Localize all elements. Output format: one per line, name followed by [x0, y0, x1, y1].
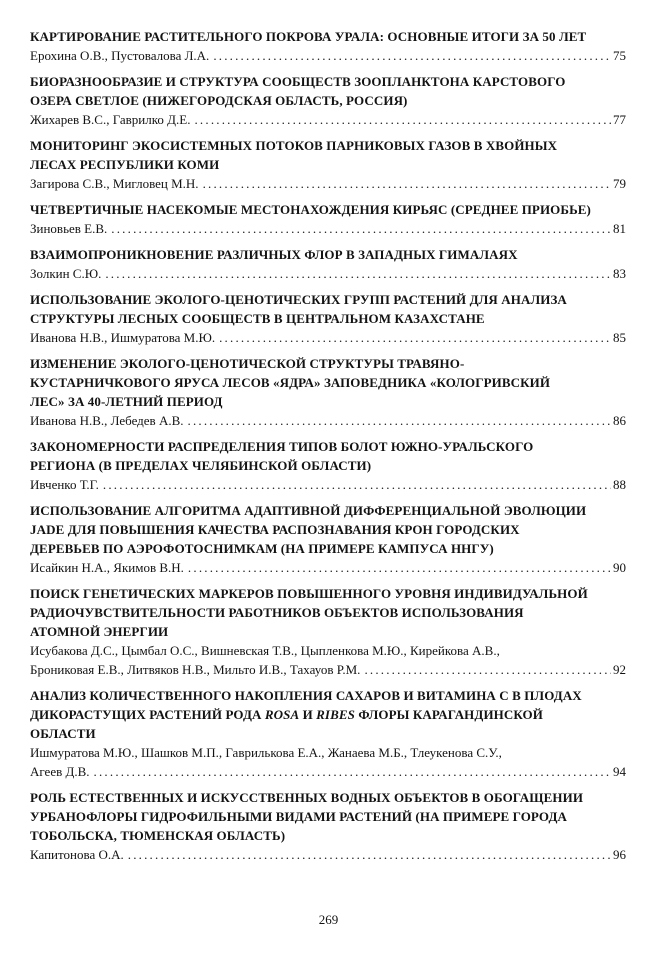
dot-leader	[103, 475, 611, 494]
toc-entry	[30, 584, 626, 679]
entry-title-line: РОЛЬ ЕСТЕСТВЕННЫХ И ИСКУССТВЕННЫХ ВОДНЫХ ОБЪЕКТОВ В ОБОГАЩЕНИИ	[30, 790, 584, 805]
entry-title-line: ЛЕСАХ РЕСПУБЛИКИ КОМИ	[30, 157, 220, 172]
entry-authors: Брониковая Е.В., Литвяков Н.В., Мильто И.В., Тахауов Р.М.	[30, 662, 361, 677]
toc-entry	[30, 290, 626, 347]
dot-leader	[203, 174, 611, 193]
entry-page-number: 75	[613, 48, 626, 63]
toc-entry	[30, 686, 626, 781]
entry-page-number: 96	[613, 847, 626, 862]
entry-authors: Жихарев В.С., Гаврилко Д.Е.	[30, 112, 191, 127]
footer-page-number: 269	[318, 912, 339, 927]
entry-authors-row	[30, 762, 626, 781]
entry-title-line: РЕГИОНА (В ПРЕДЕЛАХ ЧЕЛЯБИНСКОЙ ОБЛАСТИ)	[30, 458, 372, 473]
entry-authors-row	[30, 174, 626, 193]
entry-title-line: ДЕРЕВЬЕВ ПО АЭРОФОТОСНИМКАМ (НА ПРИМЕРЕ КАМПУСА ННГУ)	[30, 541, 494, 556]
entry-title-line: СТРУКТУРЫ ЛЕСНЫХ СООБЩЕСТВ В ЦЕНТРАЛЬНОМ КАЗАХСТАНЕ	[30, 311, 485, 326]
entry-authors-row	[30, 845, 626, 864]
dot-leader	[364, 660, 611, 679]
dot-leader	[94, 762, 611, 781]
entry-authors-row	[30, 46, 626, 65]
dot-leader	[111, 219, 611, 238]
entry-authors-row	[30, 558, 626, 577]
entry-title-line: БИОРАЗНООБРАЗИЕ И СТРУКТУРА СООБЩЕСТВ ЗООПЛАНКТОНА КАРСТОВОГО	[30, 74, 566, 89]
entry-title-line: ТОБОЛЬСКА, ТЮМЕНСКАЯ ОБЛАСТЬ)	[30, 828, 286, 843]
entry-authors: Загирова С.В., Мигловец М.Н.	[30, 176, 199, 191]
entry-page-number: 86	[613, 413, 626, 428]
toc-entry	[30, 136, 626, 193]
entry-authors-row	[30, 660, 626, 679]
dot-leader	[128, 845, 611, 864]
entry-page-number: 79	[613, 176, 626, 191]
entry-title-line: ОБЛАСТИ	[30, 726, 96, 741]
entry-title-line: ОЗЕРА СВЕТЛОЕ (НИЖЕГОРОДСКАЯ ОБЛАСТЬ, РОССИЯ)	[30, 93, 408, 108]
entry-authors: Иванова Н.В., Лебедев А.В.	[30, 413, 184, 428]
toc-entry	[30, 788, 626, 864]
toc-list	[30, 27, 626, 864]
entry-title-line: КУСТАРНИЧКОВОГО ЯРУСА ЛЕСОВ «ЯДРА» ЗАПОВЕДНИКА «КОЛОГРИВСКИЙ	[30, 375, 551, 390]
entry-authors: Капитонова О.А.	[30, 847, 124, 862]
dot-leader	[219, 328, 611, 347]
dot-leader	[188, 558, 611, 577]
entry-authors: Агеев Д.В.	[30, 764, 90, 779]
entry-authors: Исайкин Н.А., Якимов В.Н.	[30, 560, 184, 575]
toc-entry	[30, 27, 626, 65]
dot-leader	[194, 110, 611, 129]
entry-title-line: АНАЛИЗ КОЛИЧЕСТВЕННОГО НАКОПЛЕНИЯ САХАРОВ И ВИТАМИНА С В ПЛОДАХ	[30, 688, 582, 703]
latin-genus-italic: ROSA	[264, 707, 300, 722]
entry-page-number: 81	[613, 221, 626, 236]
dot-leader	[213, 46, 611, 65]
toc-entry	[30, 200, 626, 238]
entry-authors: Ивченко Т.Г.	[30, 477, 99, 492]
entry-authors-line: Ишмуратова М.Ю., Шашков М.П., Гаврилькова Е.А., Жанаева М.Б., Тлеукенова С.У.,	[30, 745, 502, 760]
toc-entry	[30, 501, 626, 577]
dot-leader	[188, 411, 612, 430]
entry-title-line: МОНИТОРИНГ ЭКОСИСТЕМНЫХ ПОТОКОВ ПАРНИКОВЫХ ГАЗОВ В ХВОЙНЫХ	[30, 138, 558, 153]
entry-title-line: JADE ДЛЯ ПОВЫШЕНИЯ КАЧЕСТВА РАСПОЗНАВАНИЯ КРОН ГОРОДСКИХ	[30, 522, 520, 537]
toc-entry	[30, 354, 626, 430]
entry-title-line: РАДИОЧУВСТВИТЕЛЬНОСТИ РАБОТНИКОВ ОБЪЕКТОВ ИСПОЛЬЗОВАНИЯ	[30, 605, 524, 620]
entry-page-number: 88	[613, 477, 626, 492]
entry-authors-row	[30, 219, 626, 238]
entry-title-line: АТОМНОЙ ЭНЕРГИИ	[30, 624, 169, 639]
entry-title-line: ДИКОРАСТУЩИХ РАСТЕНИЙ РОДА ROSA И RIBES ФЛОРЫ КАРАГАНДИНСКОЙ	[30, 707, 543, 722]
entry-title-line: УРБАНОФЛОРЫ ГИДРОФИЛЬНЫМИ ВИДАМИ РАСТЕНИЙ (НА ПРИМЕРЕ ГОРОДА	[30, 809, 567, 824]
entry-title-line: ПОИСК ГЕНЕТИЧЕСКИХ МАРКЕРОВ ПОВЫШЕННОГО УРОВНЯ ИНДИВИДУАЛЬНОЙ	[30, 586, 588, 601]
entry-page-number: 92	[613, 662, 626, 677]
toc-entry	[30, 72, 626, 129]
toc-entry	[30, 245, 626, 283]
entry-title-line: КАРТИРОВАНИЕ РАСТИТЕЛЬНОГО ПОКРОВА УРАЛА: ОСНОВНЫЕ ИТОГИ ЗА 50 ЛЕТ	[30, 29, 587, 44]
entry-title-line: ИСПОЛЬЗОВАНИЕ ЭКОЛОГО-ЦЕНОТИЧЕСКИХ ГРУПП РАСТЕНИЙ ДЛЯ АНАЛИЗА	[30, 292, 567, 307]
latin-genus-italic: RIBES	[316, 707, 355, 722]
entry-title-line: ЗАКОНОМЕРНОСТИ РАСПРЕДЕЛЕНИЯ ТИПОВ БОЛОТ ЮЖНО-УРАЛЬСКОГО	[30, 439, 534, 454]
entry-authors: Ерохина О.В., Пустовалова Л.А.	[30, 48, 210, 63]
entry-authors: Зиновьев Е.В.	[30, 221, 108, 236]
entry-authors-row	[30, 110, 626, 129]
entry-authors: Золкин С.Ю.	[30, 266, 102, 281]
entry-authors-row	[30, 328, 626, 347]
entry-title-line: ИСПОЛЬЗОВАНИЕ АЛГОРИТМА АДАПТИВНОЙ ДИФФЕРЕНЦИАЛЬНОЙ ЭВОЛЮЦИИ	[30, 503, 587, 518]
entry-page-number: 90	[613, 560, 626, 575]
entry-page-number: 77	[613, 112, 626, 127]
entry-authors-row	[30, 475, 626, 494]
dot-leader	[105, 264, 611, 283]
toc-entry	[30, 437, 626, 494]
entry-authors-row	[30, 264, 626, 283]
entry-page-number: 85	[613, 330, 626, 345]
entry-title-line: ИЗМЕНЕНИЕ ЭКОЛОГО-ЦЕНОТИЧЕСКОЙ СТРУКТУРЫ ТРАВЯНО-	[30, 356, 465, 371]
entry-authors: Иванова Н.В., Ишмуратова М.Ю.	[30, 330, 216, 345]
page-footer	[0, 912, 657, 928]
entry-page-number: 94	[613, 764, 626, 779]
entry-title-line: ВЗАИМОПРОНИКНОВЕНИЕ РАЗЛИЧНЫХ ФЛОР В ЗАПАДНЫХ ГИМАЛАЯХ	[30, 247, 518, 262]
entry-title-line: ЛЕС» ЗА 40-ЛЕТНИЙ ПЕРИОД	[30, 394, 223, 409]
entry-authors-row	[30, 411, 626, 430]
entry-authors-line: Исубакова Д.С., Цымбал О.С., Вишневская Т.В., Цыпленкова М.Ю., Кирейкова А.В.,	[30, 643, 500, 658]
entry-title-line: ЧЕТВЕРТИЧНЫЕ НАСЕКОМЫЕ МЕСТОНАХОЖДЕНИЯ КИРЬЯС (СРЕДНЕЕ ПРИОБЬЕ)	[30, 202, 591, 217]
entry-page-number: 83	[613, 266, 626, 281]
